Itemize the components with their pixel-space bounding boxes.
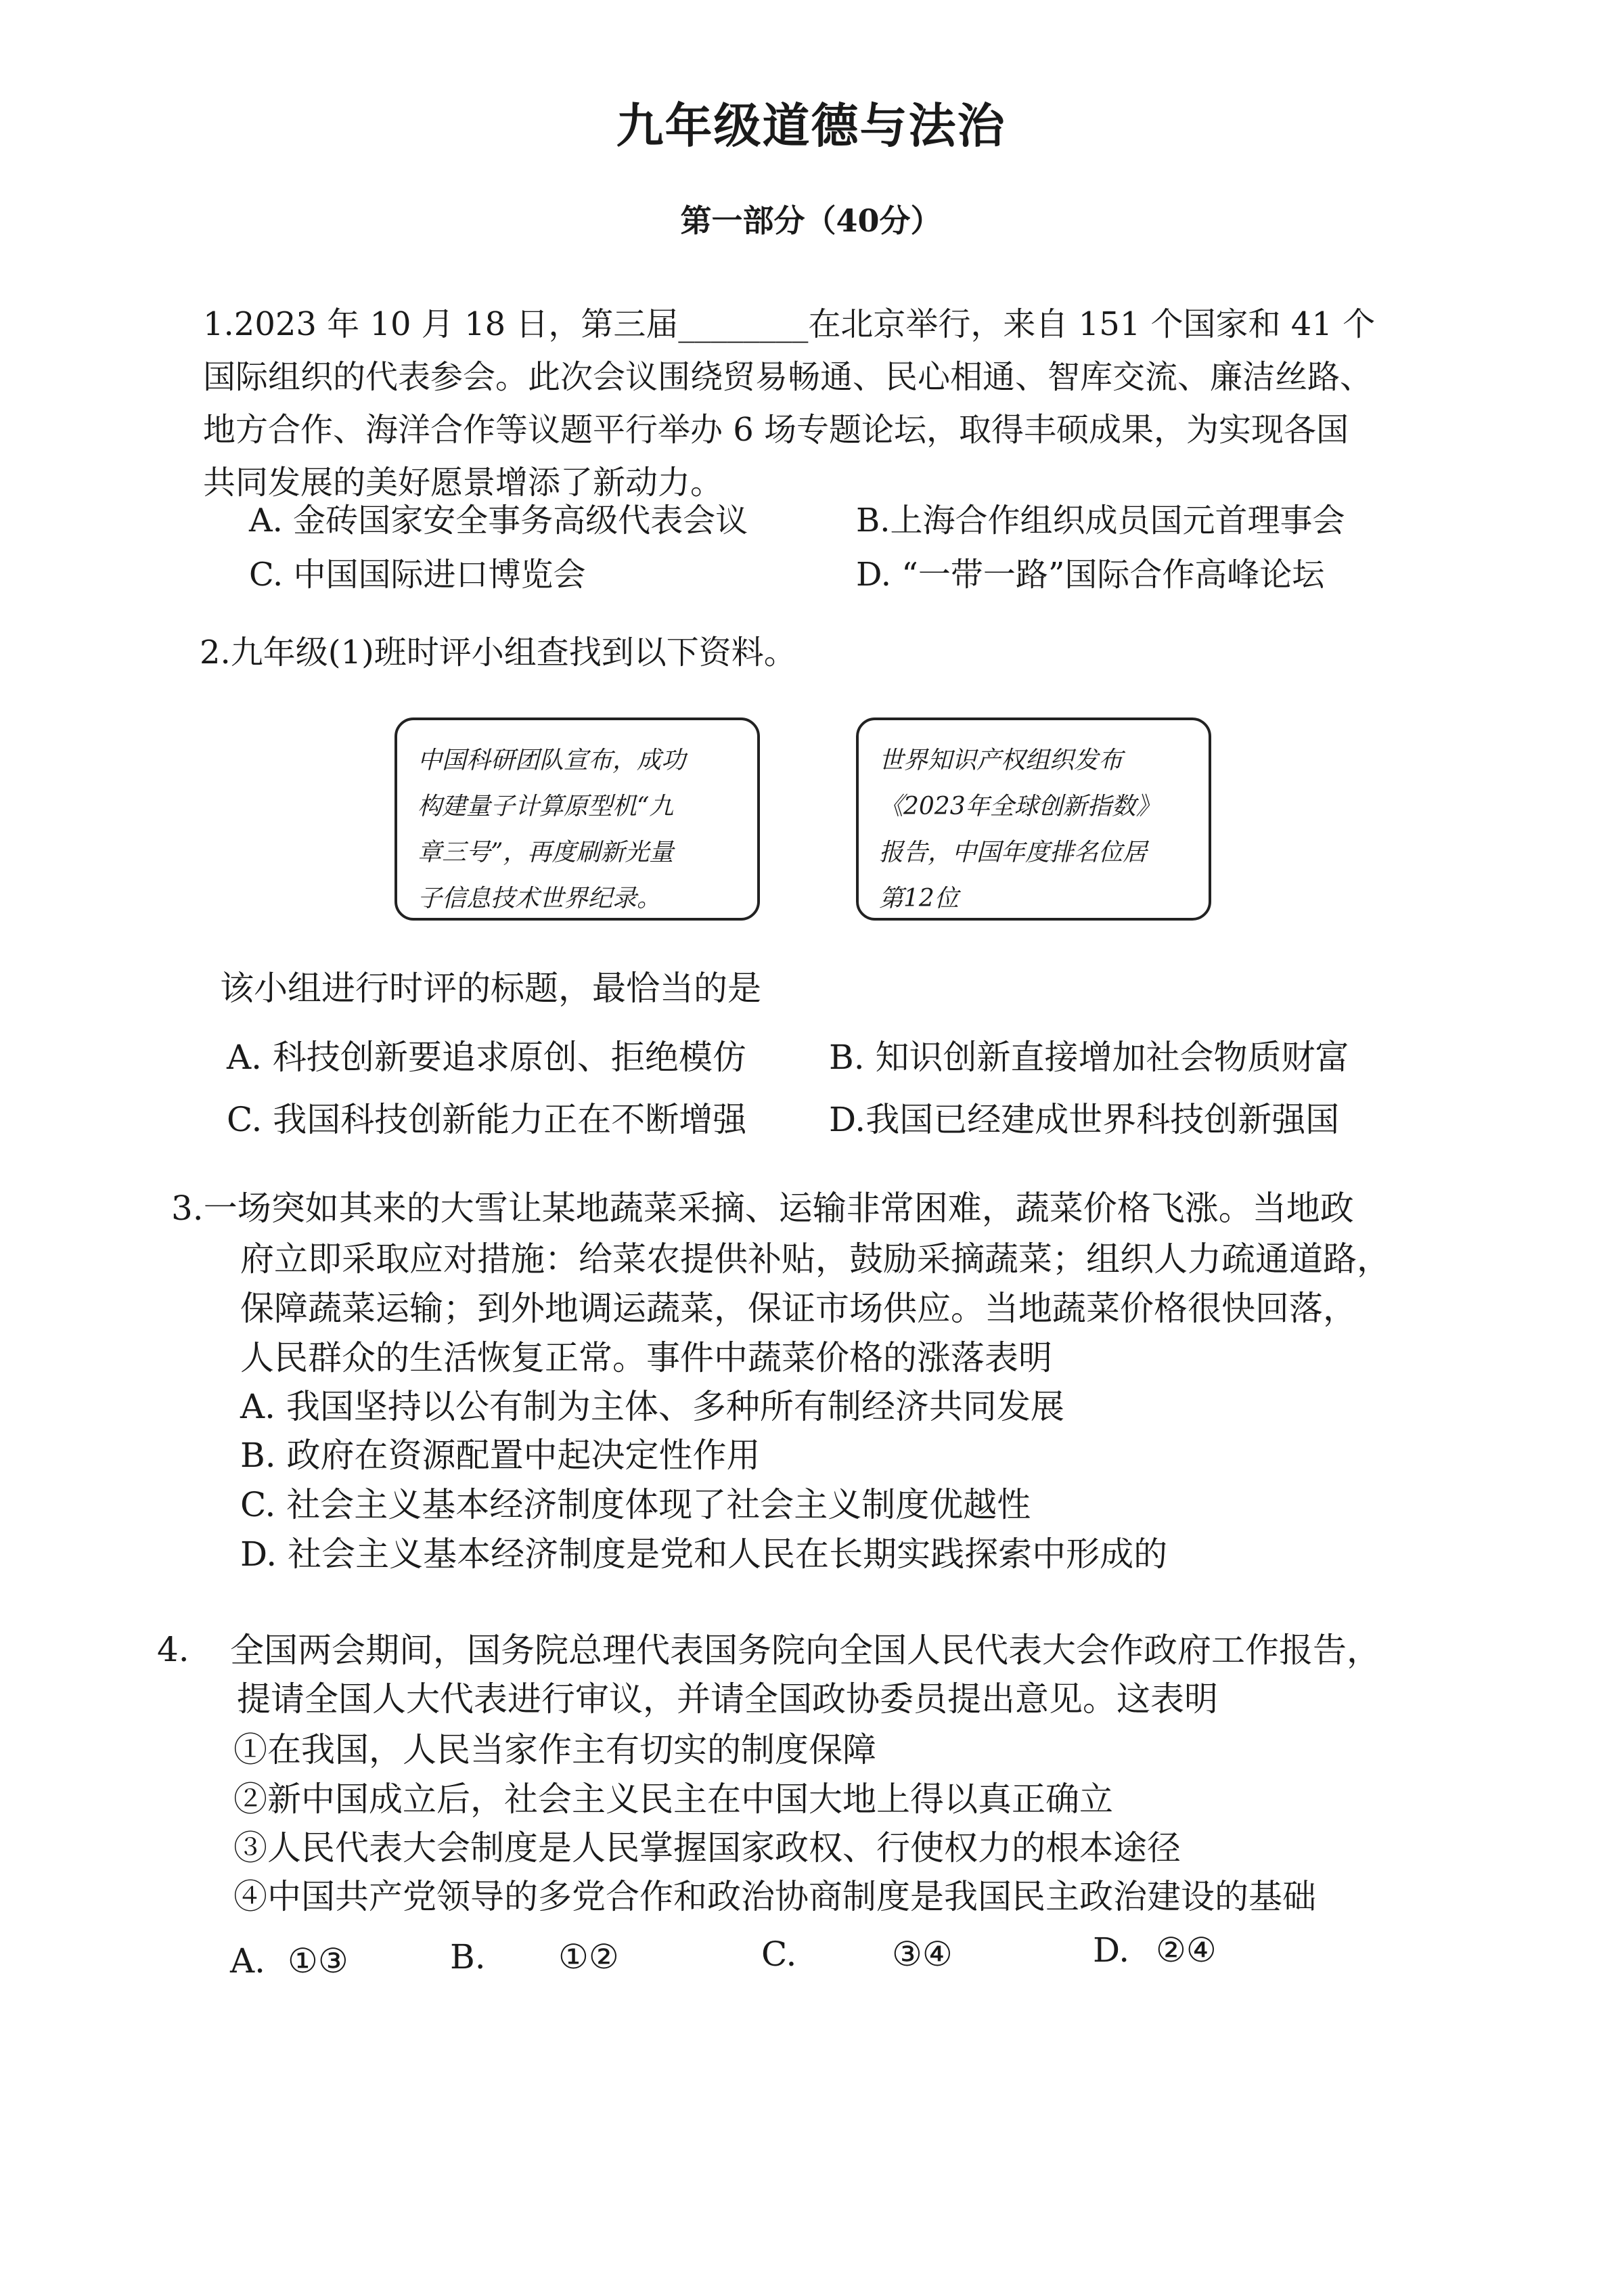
q4-option-c-value: ③④ xyxy=(892,1935,953,1974)
q2-box2-line-3: 报告，中国年度排名位居 xyxy=(879,839,1148,866)
q2-box2-line-1: 世界知识产权组织发布 xyxy=(879,747,1123,774)
part-heading: 第一部分（40分） xyxy=(680,202,942,239)
page-title: 九年级道德与法治 xyxy=(616,97,1006,154)
q3-option-b: B. 政府在资源配置中起决定性作用 xyxy=(240,1436,761,1475)
q3-option-c: C. 社会主义基本经济制度体现了社会主义制度优越性 xyxy=(240,1485,1031,1524)
q2-box2-line-2: 《2023年全球创新指数》 xyxy=(879,793,1161,820)
q4-option-d-label: D. xyxy=(1093,1930,1130,1970)
q4-option-b-label: B. xyxy=(450,1937,486,1977)
q4-number: 4. xyxy=(157,1630,189,1669)
q1-line-3: 地方合作、海洋合作等议题平行举办 6 场专题论坛，取得丰硕成果，为实现各国 xyxy=(203,411,1349,449)
q1-option-a: A. 金砖国家安全事务高级代表会议 xyxy=(249,502,748,539)
q2-box1-line-1: 中国科研团队宣布，成功 xyxy=(418,747,686,774)
q1-option-b: B.上海合作组织成员国元首理事会 xyxy=(856,502,1345,539)
q2-option-c: C. 我国科技创新能力正在不断增强 xyxy=(227,1100,747,1139)
q3-option-a: A. 我国坚持以公有制为主体、多种所有制经济共同发展 xyxy=(240,1387,1064,1426)
q2-material-box-1 xyxy=(395,718,760,921)
q2-box1-line-2: 构建量子计算原型机“九 xyxy=(418,793,674,820)
q4-option-b-value: ①② xyxy=(558,1937,619,1977)
q3-line-2: 府立即采取应对措施：给菜农提供补贴，鼓励采摘蔬菜；组织人力疏通道路， xyxy=(240,1239,1391,1279)
q1-line-2: 国际组织的代表参会。此次会议围绕贸易畅通、民心相通、智库交流、廉洁丝路、 xyxy=(203,358,1373,396)
q4-item-3: ③人民代表大会制度是人民掌握国家政权、行使权力的根本途径 xyxy=(233,1828,1181,1868)
q4-option-c-label: C. xyxy=(761,1935,797,1974)
q2-box1-line-4: 子信息技术世界纪录。 xyxy=(418,885,662,912)
q1-option-c: C. 中国国际进口博览会 xyxy=(249,556,586,594)
q4-line-2: 提请全国人大代表进行审议，并请全国政协委员提出意见。这表明 xyxy=(237,1679,1218,1719)
q4-option-a-value: ①③ xyxy=(288,1941,348,1981)
q4-item-1: ①在我国，人民当家作主有切实的制度保障 xyxy=(233,1730,876,1769)
q2-question: 该小组进行时评的标题，最恰当的是 xyxy=(220,969,761,1008)
q1-option-d: D. “一带一路”国际合作高峰论坛 xyxy=(856,556,1325,594)
q2-option-d: D.我国已经建成世界科技创新强国 xyxy=(829,1100,1340,1139)
q3-line-4: 人民群众的生活恢复正常。事件中蔬菜价格的涨落表明 xyxy=(240,1338,1052,1377)
q2-stem: 2.九年级(1)班时评小组查找到以下资料。 xyxy=(200,634,796,671)
q4-option-d-value: ②④ xyxy=(1156,1930,1217,1970)
q4-line-1: 全国两会期间，国务院总理代表国务院向全国人民代表大会作政府工作报告， xyxy=(230,1631,1380,1670)
q3-option-d: D. 社会主义基本经济制度是党和人民在长期实践探索中形成的 xyxy=(240,1535,1168,1574)
q2-material-box-2 xyxy=(856,718,1211,921)
q3-line-3: 保障蔬菜运输；到外地调运蔬菜，保证市场供应。当地蔬菜价格很快回落， xyxy=(240,1289,1357,1328)
q1-line-4: 共同发展的美好愿景增添了新动力。 xyxy=(203,464,723,502)
q4-option-a-label: A. xyxy=(230,1941,266,1981)
q4-item-4: ④中国共产党领导的多党合作和政治协商制度是我国民主政治建设的基础 xyxy=(233,1877,1316,1916)
q3-line-1: 3.一场突如其来的大雪让某地蔬菜采摘、运输非常困难，蔬菜价格飞涨。当地政 xyxy=(171,1189,1354,1228)
q1-line-1: 1.2023 年 10 月 18 日，第三届________在北京举行，来自 151 个国家和 41 个 xyxy=(203,305,1376,343)
q2-box2-line-4: 第12位 xyxy=(879,885,959,912)
q4-item-2: ②新中国成立后，社会主义民主在中国大地上得以真正确立 xyxy=(233,1780,1113,1819)
q2-box1-line-3: 章三号”，再度刷新光量 xyxy=(418,839,674,866)
q2-option-b: B. 知识创新直接增加社会物质财富 xyxy=(829,1038,1349,1077)
q2-option-a: A. 科技创新要追求原创、拒绝模仿 xyxy=(227,1038,746,1077)
